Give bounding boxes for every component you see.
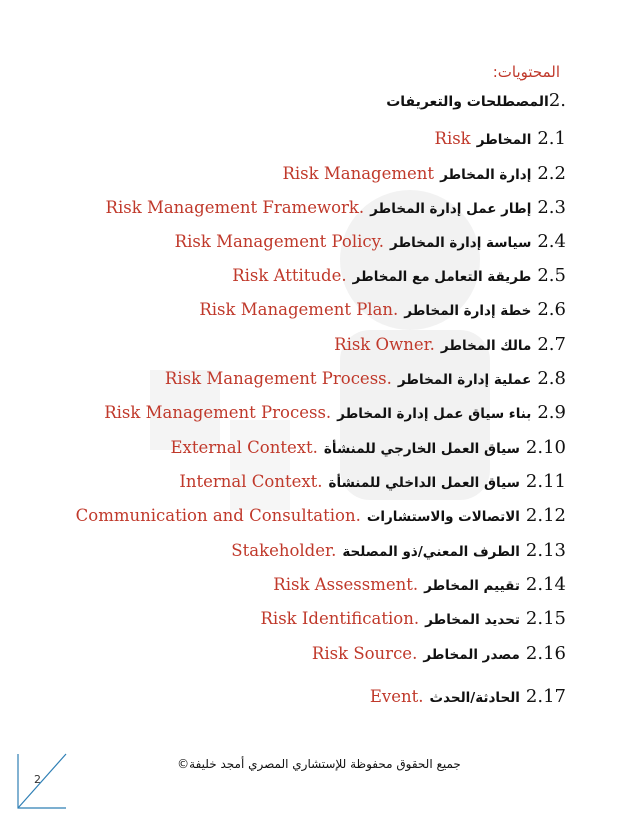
entry-english-title: Risk Management [282,164,435,183]
section-number: 2. [548,90,566,111]
entry-number: 2.7 [537,334,566,355]
entry-arabic-title: سياق العمل الداخلي للمنشأة [328,475,520,491]
toc-entry [179,471,566,501]
entry-english-title: Risk Owner. [334,335,435,354]
entry-arabic-title: سياق العمل الخارجي للمنشأة [323,441,520,457]
entry-arabic-title: سياسة إدارة المخاطر [390,235,532,251]
entry-english-title: Risk Attitude. [232,266,347,285]
toc-entry [370,686,566,716]
entry-arabic-title: خطة إدارة المخاطر [404,303,532,319]
toc-entry [282,163,566,193]
section-title [386,90,566,111]
entry-arabic-title: مالك المخاطر [440,338,532,354]
page-number: 2 [34,773,41,786]
entry-arabic-title: إطار عمل إدارة المخاطر [370,201,532,217]
toc-entry [165,368,566,398]
entry-arabic-title: المخاطر [476,132,532,148]
entry-english-title: Risk Identification. [260,609,420,628]
entry-arabic-title: إدارة المخاطر [440,167,532,183]
entry-english-title: Risk [434,129,471,148]
toc-entry [104,402,566,432]
entry-english-title: Stakeholder. [231,541,337,560]
toc-entry [231,540,566,570]
page-number-corner [14,750,70,812]
entry-number: 2.12 [525,505,566,526]
section-title-text: المصطلحات والتعريفات [386,94,549,110]
copyright-footer: جميع الحقوق محفوظة للإستشاري المصري أمجد خليفة© [177,757,461,771]
entry-arabic-title: عملية إدارة المخاطر [397,372,532,388]
toc-entry [312,643,566,673]
entry-number: 2.15 [525,608,566,629]
toc-entry [334,334,566,364]
entry-number: 2.11 [525,471,566,492]
entry-english-title: Risk Management Policy. [174,232,385,251]
entry-number: 2.17 [525,686,566,707]
entry-english-title: Risk Management Process. [104,403,332,422]
entry-english-title: Event. [369,687,424,706]
entry-number: 2.13 [525,540,566,561]
entry-arabic-title: الاتصالات والاستشارات [366,509,520,525]
entry-arabic-title: الطرف المعني/ذو المصلحة [342,544,520,560]
entry-english-title: Risk Management Framework. [105,198,365,217]
entry-number: 2.1 [537,128,566,149]
entry-english-title: Risk Management Plan. [199,300,399,319]
entry-english-title: Risk Assessment. [273,575,419,594]
contents-heading: المحتويات: [492,63,560,81]
toc-entry [171,437,566,467]
entry-arabic-title: طريقة التعامل مع المخاطر [352,269,532,285]
entry-number: 2.10 [525,437,566,458]
entry-arabic-title: تحديد المخاطر [425,612,520,628]
entry-arabic-title: بناء سياق عمل إدارة المخاطر [337,406,532,422]
toc-entry [199,299,566,329]
entry-english-title: External Context. [170,438,318,457]
toc-entry [435,128,566,158]
entry-number: 2.6 [537,299,566,320]
toc-entry [175,231,566,261]
entry-arabic-title: الحادثة/الحدث [429,690,520,706]
toc-entry [76,505,566,535]
toc-entry [273,574,566,604]
toc-entry [261,608,567,638]
entry-arabic-title: مصدر المخاطر [423,647,520,663]
entry-number: 2.3 [537,197,566,218]
entry-number: 2.9 [537,402,566,423]
entry-number: 2.5 [537,265,566,286]
entry-number: 2.14 [525,574,566,595]
entry-number: 2.4 [537,231,566,252]
entry-number: 2.8 [537,368,566,389]
entry-english-title: Internal Context. [179,472,323,491]
toc-entry [106,197,566,227]
entry-number: 2.16 [525,643,566,664]
entry-english-title: Risk Management Process. [164,369,392,388]
entry-arabic-title: تقييم المخاطر [424,578,520,594]
entry-english-title: Communication and Consultation. [75,506,361,525]
entry-english-title: Risk Source. [311,644,418,663]
toc-entry [232,265,566,295]
entry-number: 2.2 [537,163,566,184]
